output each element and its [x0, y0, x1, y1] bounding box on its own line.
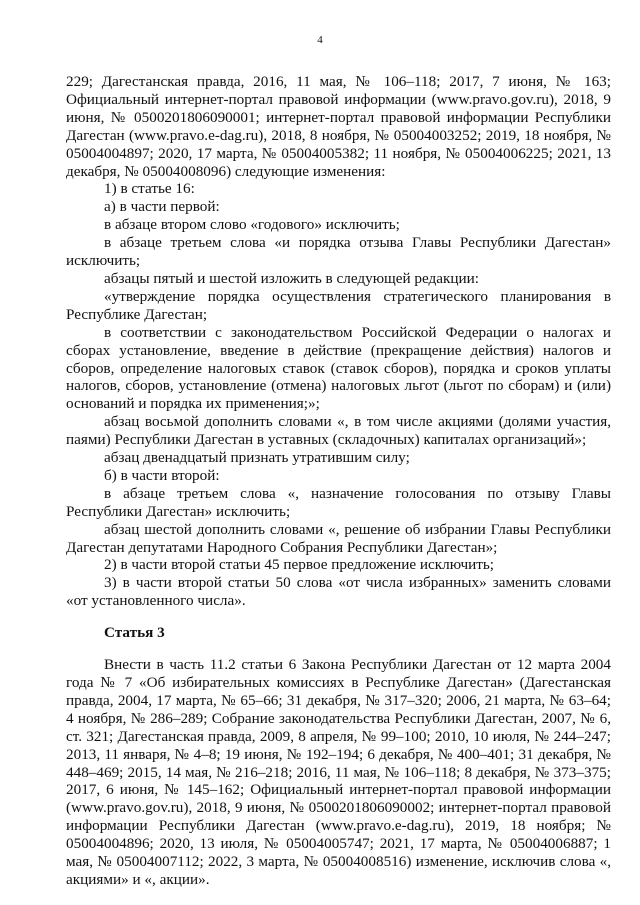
paragraph: в абзаце втором слово «годового» исключить; [104, 216, 400, 234]
page-number: 4 [317, 34, 323, 46]
paragraph: а) в части первой: [104, 198, 220, 216]
paragraph: 229; Дагестанская правда, 2016, 11 мая, № 106–118; 2017, 7 июня, № 163; Официальный интернет-портал правовой информации (www.pravo.gov.ru), 2018, 9 июня, № 0500201806090001; интернет-портал правовой информации Республики Дагестан (www.pravo.e-dag.ru), 2018, 8 ноября, № 05004003252; 2019, 18 ноября, № 05004004897; 2020, 17 марта, № 05004005382; 11 ноября, № 05004006225; 2021, 13 декабря, № 05004008096) следующие изменения: [66, 73, 611, 180]
paragraph: «утверждение порядка осуществления стратегического планирования в Республике Дагестан; [66, 287, 611, 323]
paragraph: 3) в части второй статьи 50 слова «от числа избранных» заменить словами «от установленного числа». [66, 574, 611, 610]
paragraph: в абзаце третьем слова «и порядка отзыва Главы Республики Дагестан» исключить; [66, 234, 611, 270]
paragraph: б) в части второй: [104, 466, 220, 484]
paragraph: абзацы пятый и шестой изложить в следующей редакции: [104, 269, 479, 287]
paragraph: 2) в части второй статьи 45 первое предложение исключить; [104, 556, 495, 574]
paragraph: абзац шестой дополнить словами «, решение об избрании Главы Республики Дагестан депутатами Народного Собрания Республики Дагестан»; [66, 520, 611, 556]
paragraph: Внести в часть 11.2 статьи 6 Закона Республики Дагестан от 12 марта 2004 года № 7 «Об избирательных комиссиях в Республике Дагестан» (Дагестанская правда, 2004, 17 марта, № 65–66; 31 декабря, № 317–320; 2006, 21 марта, № 63–64; 4 ноября, № 286–289; Собрание законодательства Республики Дагестан, 2007, № 6, ст. 321; Дагестанская правда, 2009, 8 апреля, № 99–100; 2010, 10 июля, № 244–247; 2013, 11 января, № 4–8; 19 июня, № 192–194; 6 декабря, № 400–401; 31 декабря, № 448–469; 2015, 14 мая, № 216–218; 2016, 11 мая, № 106–118; 8 декабря, № 373–375; 2017, 6 июня, № 145–162; Официальный интернет-портал правовой информации (www.pravo.gov.ru), 2018, 9 июня, № 0500201806090002; интернет-портал правовой информации Республики Дагестан (www.pravo.e-dag.ru), 2019, 18 ноября; № 05004004896; 2020, 13 июля, № 05004005747; 2021, 17 марта, № 05004006887; 1 мая, № 05004007112; 2022, 3 марта, № 05004008516) изменение, исключив слова «, акциями» и «, акции». [66, 656, 611, 888]
paragraph: абзац двенадцатый признать утратившим силу; [104, 449, 410, 467]
paragraph: в абзаце третьем слова «, назначение голосования по отзыву Главы Республики Дагестан» исключить; [66, 484, 611, 520]
body-text [66, 73, 611, 889]
paragraph: абзац восьмой дополнить словами «, в том числе акциями (долями участия, паями) Республики Дагестан в уставных (складочных) капиталах организаций»; [66, 413, 611, 449]
paragraph: 1) в статье 16: [104, 180, 195, 198]
paragraph: в соответствии с законодательством Российской Федерации о налогах и сборах установление, введение в действие (прекращение действия) налогов и сборов, определение налоговых ставок (ставок сборов), порядка и сроков уплаты налогов, сборов, установление (отмена) налоговых льгот (льгот по сборам) и (или) оснований и порядка их применения;»; [66, 323, 611, 413]
article-heading: Статья 3 [104, 624, 165, 642]
